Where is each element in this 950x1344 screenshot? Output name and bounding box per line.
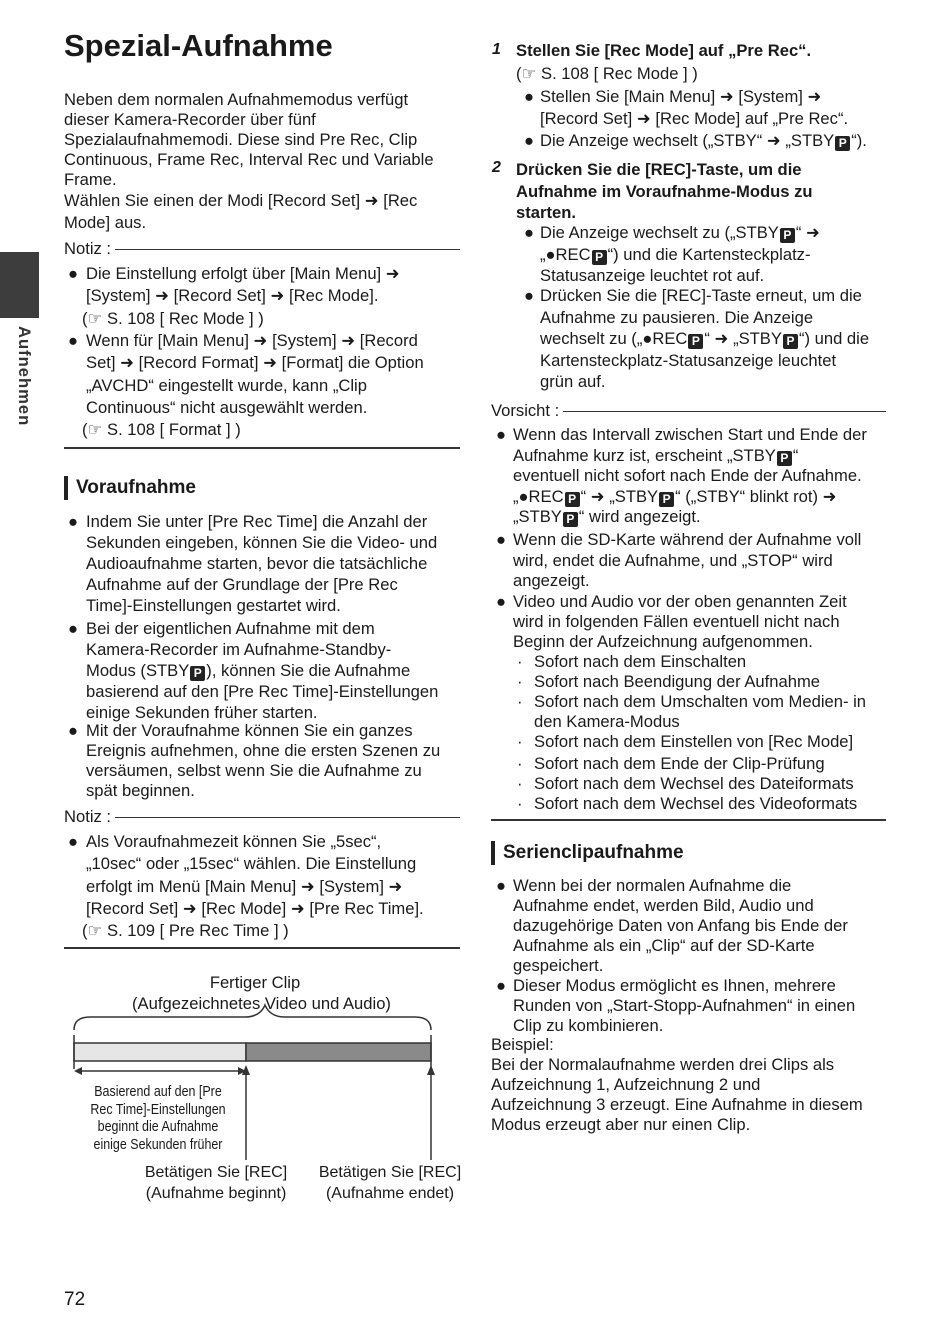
vorsicht-subitem: · Sofort nach dem Ende der Clip-Prüfung xyxy=(517,754,825,773)
p-mode-icon: P xyxy=(835,136,850,151)
pre-rec-diagram xyxy=(40,965,470,1215)
voraufnahme-bullet: ● Indem Sie unter [Pre Rec Time] die Anzahl der Sekunden eingeben, können Sie die Video- und Audioaufnahme starten, bevor die tatsächliche Aufnahme auf der Grundlage der [Pre Rec Time]-Einstellungen gestartet wird. xyxy=(68,512,438,615)
vorsicht-bullet: ● Video und Audio vor der oben genannten Zeit wird in folgenden Fällen eventuell nicht nach Beginn der Aufzeichnung aufgenommen. xyxy=(496,592,847,651)
p-mode-icon: P xyxy=(592,250,607,265)
serien-bullet: ● Wenn bei der normalen Aufnahme die Aufnahme endet, werden Bild, Audio und dazugehörige Daten von Anfang bis Ende der Aufnahme als ein „Clip“ auf der SD-Karte gespeichert. xyxy=(496,876,848,975)
pre-rec-segment xyxy=(74,1043,246,1061)
diagram-rec-end-label: Betätigen Sie [REC] (Aufnahme endet) xyxy=(318,1164,462,1202)
step1-bullet: ● Die Anzeige wechselt („STBY“ ➜ „STBY P “). xyxy=(524,131,867,150)
p-mode-icon: P xyxy=(688,334,703,349)
vorsicht-subitem: · Sofort nach dem Wechsel des Videoformats xyxy=(517,794,858,813)
p-mode-icon: P xyxy=(659,492,674,507)
voraufnahme-bullet: ● Mit der Voraufnahme können Sie ein ganzes Ereignis aufnehmen, ohne die ersten Szenen zu versäumen, selbst wenn Sie die Aufnahme zu spät beginnen. xyxy=(68,721,441,800)
diagram-top-label-1: Fertiger Clip xyxy=(209,973,301,992)
vorsicht-bullet: ● Wenn das Intervall zwischen Start und Ende der Aufnahme kurz ist, erscheint „STBY P “ eventuell nicht sofort nach Ende der Aufnahme. „●REC P “ ➜ „STBY P “ („STBY“ blinkt rot) ➜ „STBY P “ wird angezeigt. xyxy=(496,425,867,526)
vorsicht-bullet: ● Wenn die SD-Karte während der Aufnahme voll wird, endet die Aufnahme, und „STOP“ wird angezeigt. xyxy=(496,530,862,590)
voraufnahme-bullet: ● Bei der eigentlichen Aufnahme mit dem Kamera-Recorder im Aufnahme-Standby- Modus (STBY P ), können Sie die Aufnahme basierend auf den [Pre Rec Time]-Einstellungen einige Sekunden früher starten. xyxy=(68,619,439,722)
p-mode-icon: P xyxy=(777,451,792,466)
vorsicht-end-rule xyxy=(491,819,886,821)
section-heading-voraufnahme: Voraufnahme xyxy=(64,476,196,500)
vorsicht-subitem: · Sofort nach dem Einschalten xyxy=(517,652,747,671)
notiz-header-2: Notiz : xyxy=(64,807,460,827)
step1-reference: (☞ S. 108 [ Rec Mode ] ) xyxy=(516,64,698,83)
intro-paragraph: Neben dem normalen Aufnahmemodus verfügt dieser Kamera-Recorder über fünf Spezialaufnahmemodi. Diese sind Pre Rec, Clip Continuous, Frame Rec, Interval Rec und Variable Frame. Wählen Sie einen der Modi [Record Set] ➜ [Rec Mode] aus. xyxy=(64,90,434,232)
vorsicht-subitem: · Sofort nach dem Einstellen von [Rec Mode] xyxy=(517,732,854,751)
beispiel-label: Beispiel: xyxy=(491,1035,554,1054)
recording-segment xyxy=(246,1043,431,1061)
vorsicht-subitem: · Sofort nach Beendigung der Aufnahme xyxy=(517,672,820,691)
p-mode-icon: P xyxy=(780,228,795,243)
step2-heading: Drücken Sie die [REC]-Taste, um die Aufnahme im Voraufnahme-Modus zu starten. xyxy=(516,160,813,222)
diagram-rec-start-label: Betätigen Sie [REC] (Aufnahme beginnt) xyxy=(144,1164,288,1202)
chapter-tab-marker xyxy=(0,252,39,318)
serien-bullet: ● Dieser Modus ermöglicht es Ihnen, mehrere Runden von „Start-Stopp-Aufnahmen“ in einen Clip zu kombinieren. xyxy=(496,976,856,1035)
page-number: 72 xyxy=(64,1289,86,1310)
vorsicht-subitem: · Sofort nach dem Umschalten vom Medien- in den Kamera-Modus xyxy=(517,692,867,731)
p-mode-icon: P xyxy=(563,512,578,527)
p-mode-icon: P xyxy=(190,666,205,681)
step1-heading: Stellen Sie [Rec Mode] auf „Pre Rec“. xyxy=(516,41,812,60)
p-mode-icon: P xyxy=(565,492,580,507)
page-title: Spezial-Aufnahme xyxy=(64,28,333,63)
diagram-left-note: Basierend auf den [Pre Rec Time]-Einstellungen beginnt die Aufnahme einige Sekunden früher xyxy=(90,1084,226,1153)
vorsicht-subitem: · Sofort nach dem Wechsel des Dateiformats xyxy=(517,774,854,793)
notiz-header-1: Notiz : xyxy=(64,239,460,259)
notiz2-bullet: ● Als Voraufnahmezeit können Sie „5sec“, „10sec“ oder „15sec“ wählen. Die Einstellung erfolgt im Menü [Main Menu] ➜ [System] ➜ [Record Set] ➜ [Rec Mode] ➜ [Pre Rec Time]. (☞ S. 109 [ Pre Rec Time ] ) xyxy=(68,832,424,941)
step1-bullet: ● Stellen Sie [Main Menu] ➜ [System] ➜ [Record Set] ➜ [Rec Mode] auf „Pre Rec“. xyxy=(524,87,849,128)
step-number: 1 xyxy=(492,41,501,58)
step-number: 2 xyxy=(492,159,501,176)
diagram-top-label-2: (Aufgezeichnetes Video und Audio) xyxy=(132,994,391,1013)
step2-bullet: ● Die Anzeige wechselt zu („STBY P “ ➜ „●REC P “) und die Kartensteckplatz- Statusanzeige leuchtet rot auf. xyxy=(524,223,820,285)
section-heading-serienclip: Serienclipaufnahme xyxy=(491,841,684,865)
notiz1-bullet: ● Wenn für [Main Menu] ➜ [System] ➜ [Record Set] ➜ [Record Format] ➜ [Format] die Option „AVCHD“ eingestellt wurde, kann „Clip Continuous“ nicht ausgewählt werden. (☞ S. 108 [ Format ] ) xyxy=(68,331,424,440)
beispiel-text: Bei der Normalaufnahme werden drei Clips als Aufzeichnung 1, Aufzeichnung 2 und Aufzeichnung 3 erzeugt. Eine Aufnahme in diesem Modus erzeugt aber nur einen Clip. xyxy=(491,1055,863,1134)
vorsicht-header: Vorsicht : xyxy=(491,401,886,421)
notiz-end-rule xyxy=(64,947,460,949)
chapter-side-label: Aufnehmen xyxy=(15,326,34,427)
p-mode-icon: P xyxy=(783,334,798,349)
notiz-end-rule xyxy=(64,447,460,449)
step2-bullet: ● Drücken Sie die [REC]-Taste erneut, um die Aufnahme zu pausieren. Die Anzeige wechselt zu („●REC P “ ➜ „STBY P “) und die Kartensteckplatz-Statusanzeige leuchtet grün auf. xyxy=(524,286,870,391)
notiz1-bullet: ● Die Einstellung erfolgt über [Main Menu] ➜ [System] ➜ [Record Set] ➜ [Rec Mode]. (☞ S. 108 [ Rec Mode ] ) xyxy=(68,264,400,328)
